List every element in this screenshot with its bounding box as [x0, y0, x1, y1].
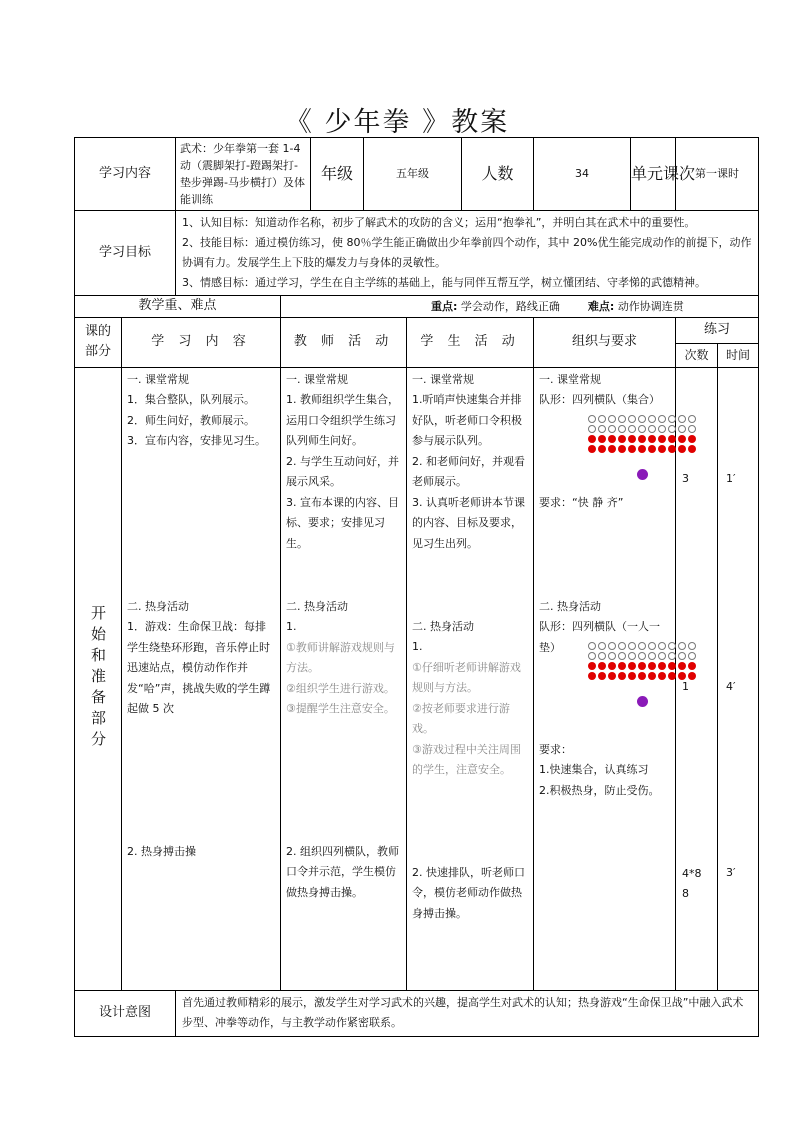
exercise-times: 4*8 8	[682, 866, 702, 900]
student-dot-open	[638, 425, 646, 433]
goal-cognitive: 1、认知目标：知道动作名称，初步了解武术的攻防的含义；运用“抱拳礼”，并明白其在武术中的重要性。	[182, 216, 696, 229]
student-dot-open	[618, 425, 626, 433]
lesson-plan-table	[74, 137, 759, 1037]
student-dot-open	[588, 425, 596, 433]
student-dot-filled	[658, 672, 666, 680]
routine-times: 3	[682, 471, 690, 485]
warmup-req-label: 要求：	[539, 742, 573, 756]
routine-org-title: 一. 课堂常规	[539, 372, 602, 386]
student-dot-filled	[638, 662, 646, 670]
warmup-student	[412, 617, 529, 781]
count-value: 34	[534, 138, 631, 211]
warmup-student-num: 1.	[412, 640, 423, 654]
student-dot-filled	[628, 662, 636, 670]
warmup-req-item: 2.积极热身，防止受伤。	[539, 783, 660, 797]
design-row	[75, 990, 759, 1036]
routine-teacher-item: 2. 与学生互动问好，并展示风采。	[286, 454, 400, 489]
duration-header: 时间	[718, 343, 759, 367]
student-dot-filled	[608, 662, 616, 670]
routine-student-item: 1.听哨声快速集合并排好队，听老师口令积极参与展示队列。	[412, 393, 523, 448]
routine-student-item: 3. 认真听老师讲本节课的内容、目标及要求，见习生出列。	[412, 495, 526, 550]
student-header: 学 生 活 动	[407, 317, 534, 367]
key-value: 学会动作，路线正确	[460, 299, 560, 313]
unit-value: 第一课时	[676, 138, 759, 211]
exercise-content: 2. 热身搏击操	[127, 844, 196, 858]
student-dot-filled	[598, 435, 606, 443]
warmup-student-item: ②按老师要求进行游戏。	[412, 701, 510, 736]
warmup-teacher-item: ③提醒学生注意安全。	[286, 702, 395, 716]
grade-label: 年级	[311, 138, 364, 211]
key-points-content	[281, 296, 759, 318]
student-dot-open	[608, 652, 616, 660]
unit-label: 单元课次	[631, 138, 676, 211]
times-header: 次数	[676, 343, 718, 367]
part-header: 课的部分	[75, 317, 122, 367]
warmup-content	[127, 597, 276, 720]
student-dot-filled	[648, 445, 656, 453]
section-name-cell	[75, 367, 122, 990]
student-dot-open	[658, 642, 666, 650]
student-dot-filled	[658, 435, 666, 443]
routine-student-item: 2. 和老师问好，并观看老师展示。	[412, 454, 526, 489]
routine-org-requirement: 要求：“快 静 齐”	[539, 495, 624, 509]
student-dot-filled	[588, 662, 596, 670]
content-header: 学 习 内 容	[122, 317, 281, 367]
warmup-req-item: 1.快速集合，认真练习	[539, 763, 649, 777]
exercise-teacher: 2. 组织四列横队，教师口令并示范，学生模仿做热身搏击操。	[286, 844, 400, 899]
student-dot-filled	[638, 445, 646, 453]
warmup-student-item: ①仔细听老师讲解游戏规则与方法。	[412, 660, 521, 695]
times-cell	[676, 367, 718, 990]
student-dot-open	[648, 652, 656, 660]
student-dot-filled	[598, 662, 606, 670]
duration-cell	[718, 367, 759, 990]
student-dot-filled	[618, 445, 626, 453]
student-dot-open	[658, 415, 666, 423]
student-dot-open	[658, 652, 666, 660]
student-dot-open	[608, 642, 616, 650]
student-dot-filled	[618, 672, 626, 680]
student-dot-open	[608, 415, 616, 423]
student-dot-open	[628, 415, 636, 423]
warmup-teacher-title: 二. 热身活动	[286, 599, 349, 613]
warmup-org-title: 二. 热身活动	[539, 599, 602, 613]
student-dot-open	[638, 415, 646, 423]
student-dot-open	[648, 415, 656, 423]
practice-header: 练习	[676, 317, 759, 343]
design-text: 首先通过教师精彩的展示，激发学生对学习武术的兴趣，提高学生对武术的认知；热身游戏“生命保卫战”中融入武术步型、冲拳等动作，与主教学动作紧密联系。	[176, 990, 759, 1036]
warmup-teacher-item: ②组织学生进行游戏。	[286, 681, 395, 695]
student-dot-filled	[608, 672, 616, 680]
goals-label: 学习目标	[75, 211, 176, 296]
routine-content-item: 1．集合整队，队列展示。	[127, 393, 255, 407]
student-dot-open	[628, 652, 636, 660]
content-cell	[122, 367, 281, 990]
difficulty-value: 动作协调连贯	[617, 299, 684, 313]
teacher-cell	[281, 367, 407, 990]
warmup-duration: 4′	[726, 679, 736, 693]
warmup-teacher	[286, 597, 402, 720]
column-header-row	[75, 317, 759, 343]
routine-org-formation: 队形：四列横队（集合）	[539, 393, 661, 407]
warmup-teacher-num: 1.	[286, 620, 297, 634]
student-dot-open	[598, 415, 606, 423]
student-dot-open	[588, 652, 596, 660]
routine-content-item: 2．师生问好，教师展示。	[127, 413, 255, 427]
routine-teacher-item: 1. 教师组织学生集合，运用口令组织学生练习队列师生问好。	[286, 393, 400, 448]
warmup-org-formation: 队形：四列横队（一人一垫）	[539, 620, 661, 654]
student-dot-filled	[658, 445, 666, 453]
student-cell	[407, 367, 534, 990]
student-dot-open	[648, 642, 656, 650]
warmup-org-requirements	[539, 740, 671, 802]
info-row	[75, 138, 759, 211]
routine-student-title: 一. 课堂常规	[412, 372, 475, 386]
routine-duration: 1′	[726, 471, 736, 485]
warmup-student-title: 二. 热身活动	[412, 619, 475, 633]
design-label: 设计意图	[75, 990, 176, 1036]
student-dot-filled	[628, 672, 636, 680]
goal-skill: 2、技能目标：通过模仿练习，使 80％学生能正确做出少年拳前四个动作，其中 20%优生能完成动作的前提下，动作协调有力。发展学生上下肢的爆发力与身体的灵敏性。	[182, 236, 752, 269]
student-dot-open	[648, 425, 656, 433]
student-dot-filled	[588, 445, 596, 453]
student-dot-filled	[588, 672, 596, 680]
student-dot-filled	[608, 445, 616, 453]
routine-teacher	[286, 370, 402, 555]
student-dot-open	[628, 425, 636, 433]
student-dot-open	[658, 425, 666, 433]
student-dot-open	[598, 425, 606, 433]
student-dot-filled	[588, 435, 596, 443]
student-dot-open	[588, 415, 596, 423]
student-dot-open	[618, 652, 626, 660]
warmup-content-title: 二. 热身活动	[127, 599, 189, 613]
teacher-marker	[637, 469, 648, 480]
key-points-label: 教学重、难点	[75, 296, 281, 318]
student-dot-open	[598, 642, 606, 650]
count-label: 人数	[462, 138, 534, 211]
content-label: 学习内容	[75, 138, 176, 211]
student-dot-filled	[608, 435, 616, 443]
warmup-teacher-item: ①教师讲解游戏规则与方法。	[286, 640, 395, 675]
student-dot-filled	[598, 672, 606, 680]
student-dot-open	[638, 652, 646, 660]
routine-content	[127, 370, 276, 452]
student-dot-filled	[638, 672, 646, 680]
student-dot-filled	[628, 445, 636, 453]
routine-teacher-item: 3. 宣布本课的内容、目标、要求；安排见习生。	[286, 495, 400, 550]
goals-row	[75, 211, 759, 296]
student-dot-open	[598, 652, 606, 660]
student-dot-filled	[648, 435, 656, 443]
warmup-times: 1	[682, 679, 690, 693]
key-points-row	[75, 296, 759, 318]
grade-value: 五年级	[364, 138, 462, 211]
key-label: 重点:	[431, 299, 458, 313]
section-name: 开始和准备部分	[89, 605, 107, 753]
student-dot-filled	[618, 662, 626, 670]
page-title: 《 少年拳 》教案	[284, 107, 510, 138]
student-dot-filled	[628, 435, 636, 443]
routine-content-title: 一. 课堂常规	[127, 372, 189, 386]
routine-teacher-title: 一. 课堂常规	[286, 372, 349, 386]
routine-org	[539, 370, 671, 411]
student-dot-open	[628, 642, 636, 650]
exercise-duration: 3′	[726, 865, 736, 879]
student-dot-open	[638, 642, 646, 650]
student-dot-filled	[598, 445, 606, 453]
student-dot-open	[618, 642, 626, 650]
student-dot-filled	[638, 435, 646, 443]
student-dot-open	[588, 642, 596, 650]
student-dot-filled	[658, 662, 666, 670]
org-header: 组织与要求	[534, 317, 676, 367]
warmup-student-item: ③游戏过程中关注周围的学生，注意安全。	[412, 742, 521, 777]
org-cell	[534, 367, 676, 990]
student-dot-open	[608, 425, 616, 433]
routine-content-item: 3．宣布内容，安排见习生。	[127, 434, 266, 448]
goal-affective: 3、情感目标：通过学习，学生在自主学练的基础上，能与同伴互帮互学，树立懂团结、守孝悌的武德精神。	[182, 276, 707, 289]
exercise-student: 2. 快速排队，听老师口令，模仿老师动作做热身搏击操。	[412, 865, 526, 920]
goals-content	[176, 211, 759, 296]
student-dot-filled	[618, 435, 626, 443]
teacher-header: 教 师 活 动	[281, 317, 407, 367]
student-dot-open	[618, 415, 626, 423]
routine-student	[412, 370, 529, 555]
student-dot-filled	[648, 672, 656, 680]
difficulty-label: 难点:	[587, 299, 615, 313]
content-value: 武术：少年拳第一套 1-4 动（震脚架打-蹬踢架打-垫步弹踢-马步横打）及体能训练	[176, 138, 311, 211]
warmup-content-text: 1．游戏：生命保卫战：每排学生绕垫环形跑，音乐停止时迅速站点，模仿动作作并发“哈”声，挑战失败的学生蹲起做 5 次	[127, 620, 271, 716]
teacher-marker	[637, 696, 648, 707]
section-row	[75, 367, 759, 990]
student-dot-filled	[648, 662, 656, 670]
